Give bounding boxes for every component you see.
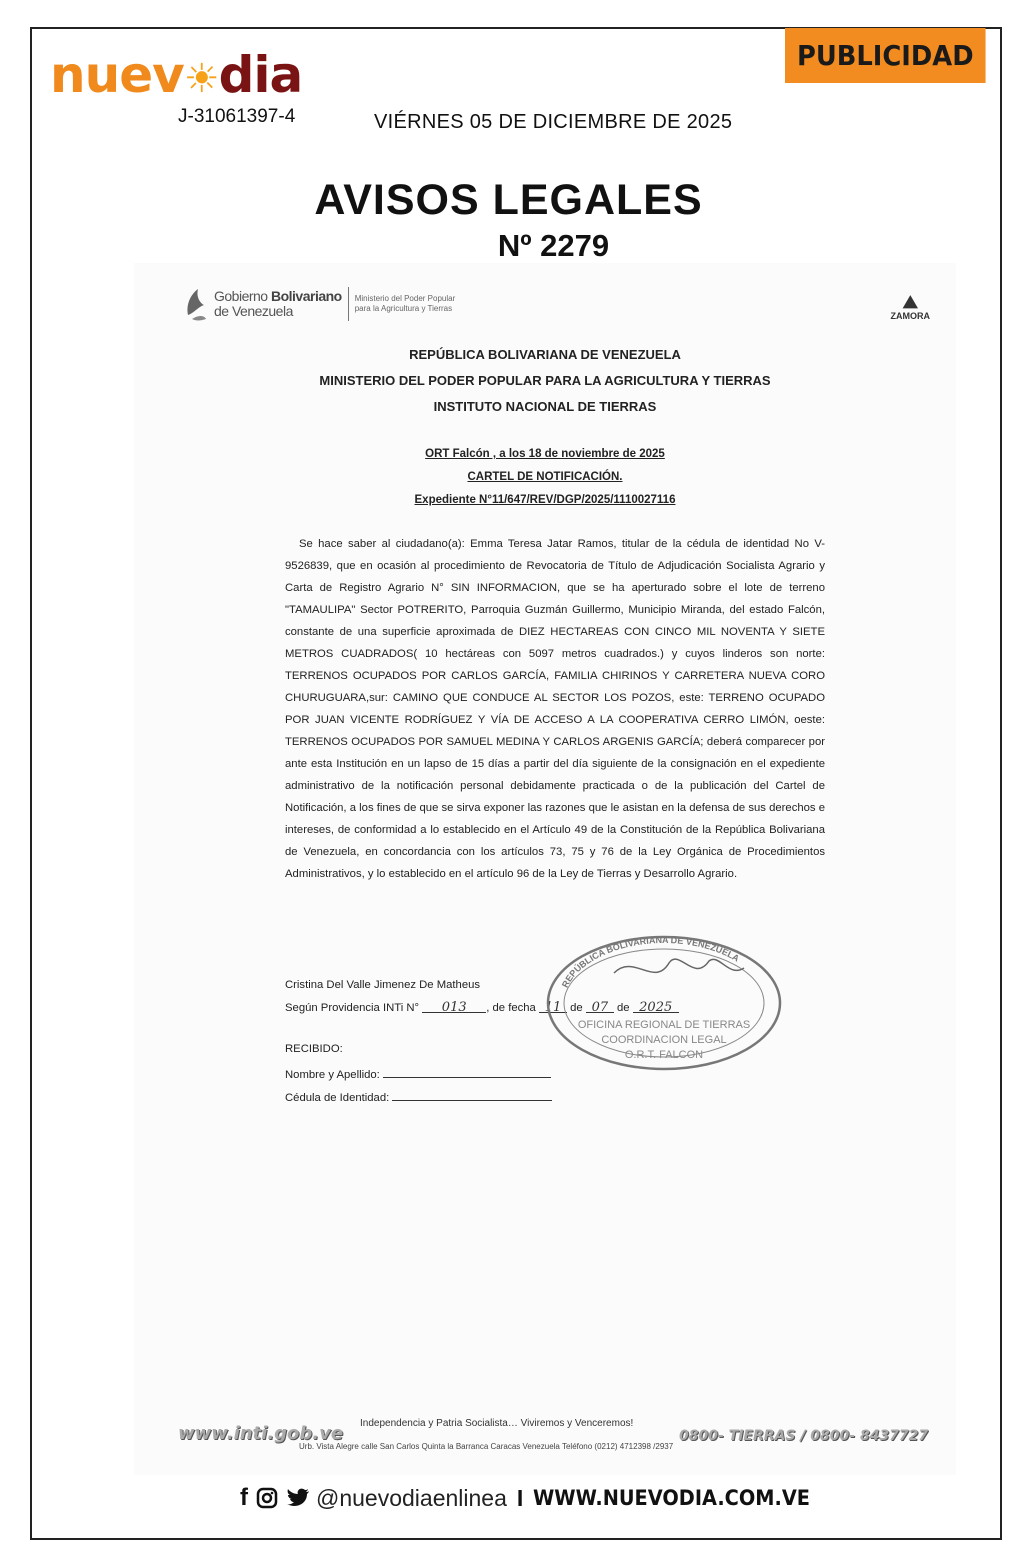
nombre-field [383, 1065, 551, 1078]
inti-motto: Independencia y Patria Socialista… Viviremos y Venceremos! [360, 1418, 634, 1429]
zamora-logo: ⛰ ZAMORA [890, 292, 930, 321]
inti-phone: 0800- TIERRAS / 0800- 8437727 [679, 1428, 929, 1444]
providencia-number: 013 [422, 1000, 486, 1013]
inti-address: Urb. Vista Alegre calle San Carlos Quinta la Barranca Caracas Venezuela Teléfono (0212) 4712398 /2937 [299, 1442, 674, 1451]
ministry-small-text: Ministerio del Poder Popular para la Agricultura y Tierras [354, 294, 456, 313]
website-link[interactable]: WWW.NUEVODIA.COM.VE [533, 1486, 811, 1510]
page-title: AVISOS LEGALES [314, 176, 703, 224]
issue-date: VIÉRNES 05 DE DICIEMBRE DE 2025 [374, 111, 733, 133]
facebook-icon[interactable]: f [240, 1484, 248, 1511]
svg-text:REPÚBLICA BOLIVARIANA DE VENEZ: REPÚBLICA BOLIVARIANA DE VENEZUELA [559, 934, 742, 990]
recibido-label: RECIBIDO: [285, 1043, 343, 1055]
twitter-icon[interactable] [286, 1488, 310, 1508]
gov-text: Gobierno Bolivariano de Venezuela [214, 288, 342, 319]
signer-name: Cristina Del Valle Jimenez De Matheus [285, 979, 481, 991]
fecha-mes: 07 [586, 1000, 614, 1013]
social-footer [240, 1484, 834, 1512]
notice-body [285, 533, 825, 885]
notice-number: Nº 2279 [497, 228, 610, 263]
expediente-number: Expediente N°11/647/REV/DGP/2025/1110027116 [414, 494, 676, 506]
place-date-line: ORT Falcón , a los 18 de noviembre de 2025 [425, 448, 665, 460]
cartel-title: CARTEL DE NOTIFICACIÓN. [467, 471, 623, 483]
fecha-anio: 2025 [633, 1000, 679, 1013]
notice-paragraph: Se hace saber al ciudadano(a): Emma Teresa Jatar Ramos, titular de la cédula de identidad No V- 9526839, que en ocasión al procedimiento de Revocatoria de Título de Adjudicación Socialista Agrario y Carta de Registro Agrario N° SIN INFORMACION, que se ha aperturado sobre el lote de terreno "TAMAULIPA" Sector POTRERITO, Parroquia Guzmán Guillermo, Municipio Miranda, del estado Falcón, constante de una superficie aproximada de DIEZ HECTAREAS CON CINCO MIL NOVENTA Y SIETE METROS CUADRADOS( 10 hectáreas con 5097 metros cuadrados.) y cuyos linderos son norte: TERRENOS OCUPADOS POR CARLOS GARCÍA, FAMILIA CHIRINOS Y CARRETERA NUEVA CORO CHURUGUARA,sur: CAMINO QUE CONDUCE AL SECTOR LOS POZOS, este: TERRENO OCUPADO POR JUAN VICENTE RODRÍGUEZ Y VÍA DE ACCESO A LA COOPERATIVA CERRO LIMÓN, oeste: TERRENOS OCUPADOS POR SAMUEL MEDINA Y CARLOS ARGENIS GARCÍA; deberá comparecer por ante esta Institución en un lapso de 15 días a partir del día siguiente de la consignación en el expediente administrativo de la notificación personal debidamente practicada o de la publicación del Cartel de Notificación, a los fines de que se sirva exponer las razones que le asistan en la defensa de sus derechos e intereses, de conformidad a lo establecido en el Artículo 49 de la Constitución de la República Bolivariana de Venezuela, en concordancia con los artículos 73, 75 y 76 de la Ley Orgánica de Procedimientos Administrativos, y lo establecido en el artículo 96 de la Ley de Tierras y Desarrollo Agrario. [285, 538, 825, 880]
logo-text-left: nuev [50, 46, 184, 104]
document-footer [134, 1413, 956, 1463]
stamp-line-2: COORDINACION LEGAL [601, 1034, 727, 1046]
cedula-line: Cédula de Identidad: [285, 1088, 552, 1104]
venezuela-map-icon [184, 285, 208, 323]
zamora-emblem-icon: ⛰ [902, 292, 918, 312]
nuevodia-logo [50, 46, 303, 104]
header-instituto: INSTITUTO NACIONAL DE TIERRAS [433, 399, 657, 414]
legal-notice-document [134, 263, 956, 1475]
official-stamp [544, 933, 784, 1073]
instagram-icon[interactable] [256, 1487, 278, 1509]
gobierno-bolivariano-logo [184, 285, 455, 323]
publicidad-banner: PUBLICIDAD [785, 28, 986, 83]
fecha-dia: 11 [539, 1000, 567, 1013]
logo-text-right: dia [218, 46, 303, 104]
header-republica: REPÚBLICA BOLIVARIANA DE VENEZUELA [409, 347, 681, 362]
stamp-line-3: O.R.T. FALCON [624, 1049, 704, 1061]
nombre-line: Nombre y Apellido: [285, 1065, 551, 1081]
footer-separator: I [516, 1484, 524, 1511]
cedula-field [392, 1088, 552, 1101]
sun-icon: ☀ [183, 56, 219, 102]
header-ministerio: MINISTERIO DEL PODER POPULAR PARA LA AGRICULTURA Y TIERRAS [319, 373, 771, 388]
inti-website: www.inti.gob.ve [178, 1423, 344, 1444]
divider [348, 287, 349, 321]
providencia-line: Según Providencia INTi N° 013 , de fecha 11 de 07 de 2025 [285, 1000, 679, 1014]
rif-number: J-31061397-4 [178, 106, 296, 127]
stamp-line-1: OFICINA REGIONAL DE TIERRAS [577, 1019, 751, 1031]
social-handle[interactable]: @nuevodiaenlinea [316, 1484, 507, 1511]
